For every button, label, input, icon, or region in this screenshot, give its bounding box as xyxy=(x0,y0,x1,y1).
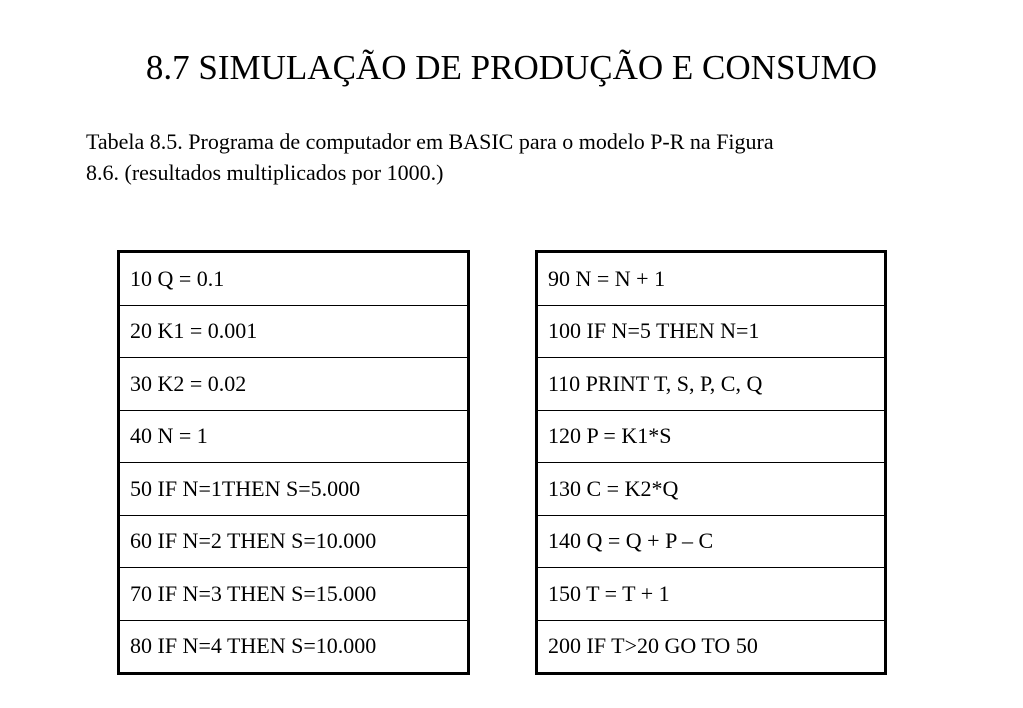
table-row xyxy=(537,463,886,516)
table-row xyxy=(119,410,469,463)
table-row xyxy=(537,515,886,568)
program-table-left xyxy=(117,250,470,675)
code-line: 30 K2 = 0.02 xyxy=(119,358,469,411)
code-line: 80 IF N=4 THEN S=10.000 xyxy=(119,620,469,674)
table-row xyxy=(537,568,886,621)
table-row xyxy=(119,358,469,411)
caption-line-2: 8.6. (resultados multiplicados por 1000.) xyxy=(86,160,444,185)
caption-line-1: Tabela 8.5. Programa de computador em BASIC para o modelo P-R na Figura xyxy=(86,129,774,154)
table-row xyxy=(537,410,886,463)
table-row xyxy=(119,252,469,306)
code-line: 140 Q = Q + P – C xyxy=(537,515,886,568)
program-table-right xyxy=(535,250,887,675)
table-row xyxy=(537,305,886,358)
code-line: 10 Q = 0.1 xyxy=(130,265,225,291)
code-line: 20 K1 = 0.001 xyxy=(119,305,469,358)
code-line: 50 IF N=1THEN S=5.000 xyxy=(119,463,469,516)
table-row xyxy=(119,305,469,358)
slide-title: 8.7 SIMULAÇÃO DE PRODUÇÃO E CONSUMO xyxy=(145,48,878,87)
table-row xyxy=(119,515,469,568)
code-line: 40 N = 1 xyxy=(119,410,469,463)
table-caption xyxy=(86,126,946,188)
code-line: 70 IF N=3 THEN S=15.000 xyxy=(119,568,469,621)
code-line: 60 IF N=2 THEN S=10.000 xyxy=(119,515,469,568)
table-row xyxy=(537,358,886,411)
code-line: 150 T = T + 1 xyxy=(537,568,886,621)
code-line: 110 PRINT T, S, P, C, Q xyxy=(537,358,886,411)
code-line: 200 IF T>20 GO TO 50 xyxy=(537,620,886,674)
code-line: 130 C = K2*Q xyxy=(537,463,886,516)
code-line: 120 P = K1*S xyxy=(537,410,886,463)
table-row xyxy=(119,620,469,674)
table-row xyxy=(119,463,469,516)
table-row xyxy=(537,620,886,674)
code-line: 90 N = N + 1 xyxy=(548,265,666,291)
table-row xyxy=(119,568,469,621)
table-row xyxy=(537,252,886,306)
code-line: 100 IF N=5 THEN N=1 xyxy=(537,305,886,358)
